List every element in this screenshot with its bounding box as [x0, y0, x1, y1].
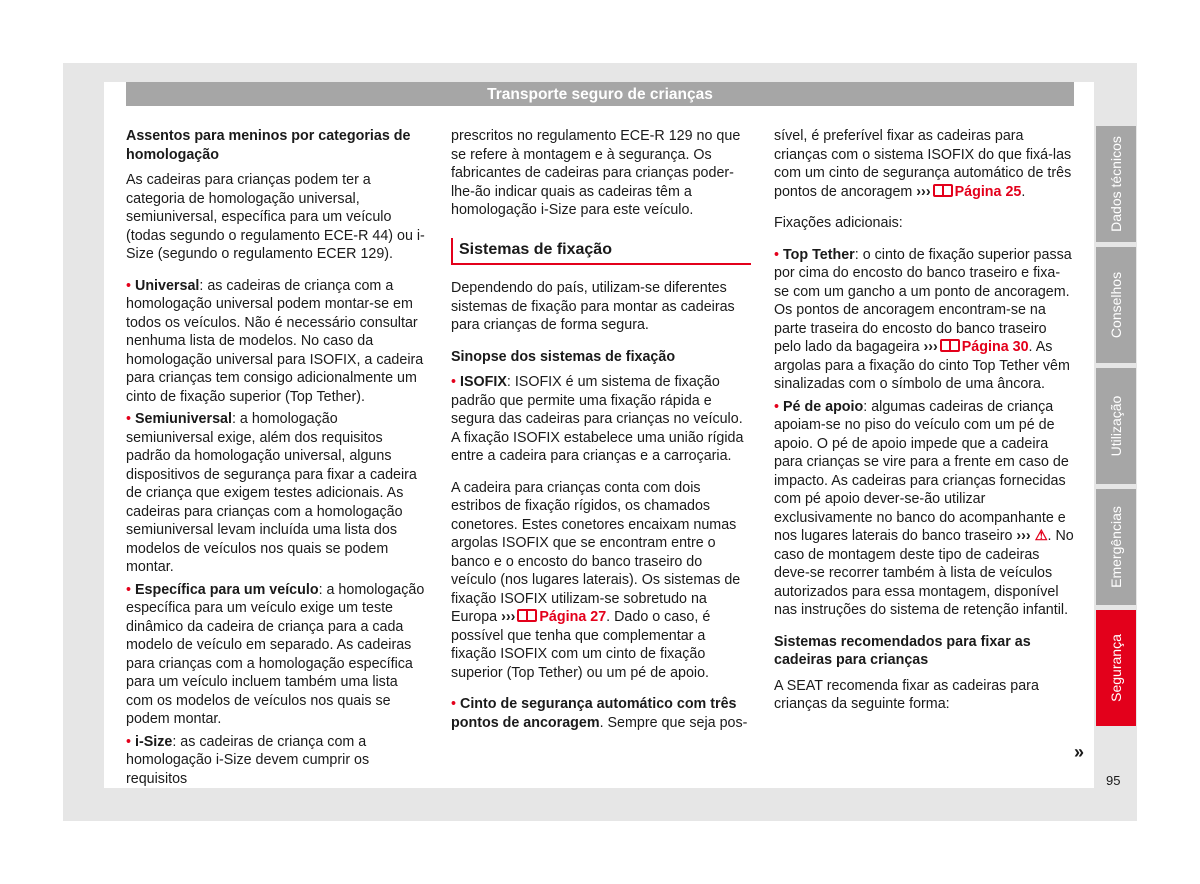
tab-label: Dados técnicos	[1108, 136, 1124, 232]
paragraph: sível, é preferível fixar as cadeiras para crianças com o sistema ISOFIX do que fixá-las com um cinto de segurança automático de três pontos de ancoragem ››› Página 25.	[774, 128, 1072, 200]
section-subheading: Sinopse dos sistemas de fixação	[451, 348, 676, 365]
item-text: : algumas cadeiras de criança apoiam-se no piso do veículo com um pé de apoio. O pé de apoio impede que a cadeira para crianças se vire para a frente em caso de impacto. As cadeiras para crianças fornecidas com pé apoio dever-se-ão utilizar exclusivamente no banco do acompanhante e nos lugares laterais do banco traseiro	[774, 398, 1069, 544]
paragraph	[451, 479, 751, 683]
warning-icon: ⚠	[1034, 528, 1048, 544]
bullet-icon: •	[126, 581, 132, 598]
paragraph-text: A cadeira para crianças conta com dois estribos de fixação rígidos, os chamados conetores. Estes conetores encaixam numas argolas ISOFIX que se encontram entre o banco e o encosto do banco traseiro do veículo (nos lugares laterais). Os sistemas de fixação ISOFIX utilizam-se sobretudo na Europa	[451, 479, 741, 625]
chapter-header: Transporte seguro de crianças	[126, 82, 1074, 106]
page-number: 95	[1106, 773, 1121, 788]
item-text: : a homologação específica para um veículo exige um teste dinâmico da cadeira de criança para a cada modelo de veículo em separado. As cadeiras para crianças com a homologação específica para um veículo incluem também uma lista com os modelos de veículos nos quais se podem montar.	[126, 581, 425, 727]
bullet-icon: •	[451, 374, 457, 390]
paragraph: Dependendo do país, utilizam-se diferentes sistemas de fixação para montar as cadeiras para crianças de forma segura.	[451, 280, 735, 333]
section-subheading: Assentos para meninos por categorias de homologação	[126, 128, 411, 163]
list-item	[126, 581, 426, 729]
column-2	[451, 127, 751, 732]
list-item	[126, 733, 426, 789]
tab-utilizacao[interactable]	[1096, 368, 1136, 484]
tab-label: Conselhos	[1108, 271, 1124, 339]
term: Cinto de segurança automático com três pontos de ancoragem	[451, 696, 737, 731]
section-heading: Sistemas de fixação	[451, 238, 751, 266]
bullet-icon: •	[774, 398, 780, 415]
bullet-icon: •	[126, 733, 132, 750]
list-item: • Pé de apoio: algumas cadeiras de criança apoiam-se no piso do veículo com um pé de apoio. O pé de apoio impede que a cadeira para crianças se vire para a frente em caso de impacto. As cadeiras para crianças fornecidas com pé apoio dever-se-ão utilizar exclusivamente no banco do acompanhante e nos lugares laterais do banco traseiro ››› ⚠. No caso de montagem deste tipo de cadeiras deve-se recorrer também à lista de veículos autorizados para essa montagem, disponível nas instruções do sistema de retenção infantil.	[774, 398, 1074, 618]
bullet-icon: •	[126, 411, 132, 427]
page-link[interactable]: Página 27	[539, 609, 607, 625]
paragraph: Fixações adicionais:	[774, 215, 903, 231]
continue-arrow-icon: »	[1074, 742, 1085, 762]
page-link[interactable]: Página 25	[954, 183, 1022, 200]
list-item	[451, 373, 751, 466]
paragraph-text: sível, é preferível fixar as cadeiras para crianças com o sistema ISOFIX do que fixá-las com um cinto de segurança automático de três pontos de ancoragem	[774, 128, 1072, 200]
term: ISOFIX	[460, 374, 507, 390]
item-text: As argolas para a fixação do cinto Top Tether vêm sinalizadas com o símbolo de uma âncora.	[774, 339, 1070, 392]
tab-emergencias[interactable]	[1096, 489, 1136, 605]
term: Específica para um veículo	[135, 581, 319, 598]
tab-conselhos[interactable]	[1096, 247, 1136, 363]
book-icon	[933, 184, 953, 197]
tab-dados-tecnicos[interactable]	[1096, 126, 1136, 242]
item-text: . Sempre que seja pos-	[599, 714, 748, 731]
book-icon	[517, 609, 537, 622]
tab-seguranca[interactable]	[1096, 610, 1136, 726]
column-3	[774, 127, 1074, 714]
item-text: : ISOFIX é um sistema de fixação padrão que permite uma fixação rápida e segura das cadeiras para crianças no veículo. A fixação ISOFIX estabelece uma união rígida entre a cadeira para crianças e a carroçaria.	[451, 374, 744, 464]
paragraph-text: . Dado o caso, é possível que tenha que complementar a fixação ISOFIX com um cinto de fixação superior (Top Tether) ou um pé de apoio.	[451, 609, 711, 681]
tab-label: Emergências	[1108, 506, 1124, 588]
term: Universal	[135, 277, 200, 294]
item-text: : a homologação semiuniversal exige, além dos requisitos padrão da homologação universal, alguns dispositivos de segurança para fixar a cadeira de criança que exigem testes adicionais. As cadeiras para crianças com a homologação semiuniversal levam incluída uma lista dos modelos de veículos nos quais se podem montar.	[126, 411, 417, 575]
bullet-icon: •	[451, 696, 457, 712]
reference-arrow-icon: ›››	[501, 609, 516, 625]
tab-label: Utilização	[1108, 395, 1124, 457]
bullet-icon: •	[126, 277, 132, 294]
item-text: No caso de montagem deste tipo de cadeiras deve-se recorrer também à lista de veículos autorizados para essa montagem, disponível nas instruções do sistema de retenção infantil.	[774, 528, 1074, 618]
column-1	[126, 127, 426, 788]
list-item: • Top Tether: o cinto de fixação superior passa por cima do encosto do banco traseiro e fixa-se com um gancho a um ponto de ancoragem. Os pontos de ancoragem encontram-se na parte traseira do encosto do banco traseiro pelo lado da bagageira ››› Página 30. As argolas para a fixação do cinto Top Tether vêm sinalizadas com o símbolo de uma âncora.	[774, 246, 1072, 392]
list-item	[451, 695, 751, 732]
item-text: : o cinto de fixação superior passa por cima do encosto do banco traseiro e fixa-se com um gancho a um ponto de ancoragem. Os pontos de ancoragem encontram-se na parte traseira do encosto do banco traseiro pelo lado da bagageira	[774, 246, 1072, 355]
paragraph: A SEAT recomenda fixar as cadeiras para crianças da seguinte forma:	[774, 677, 1039, 712]
term: i-Size	[135, 733, 173, 750]
book-icon	[940, 339, 960, 352]
reference-arrow-icon: ›››	[1016, 528, 1031, 544]
item-text: : as cadeiras de criança com a homologação i-Size devem cumprir os requisitos	[126, 733, 370, 787]
reference-arrow-icon: ›››	[916, 183, 931, 200]
term: Pé de apoio	[783, 398, 864, 415]
term: Semiuniversal	[135, 411, 232, 427]
bullet-icon: •	[774, 246, 780, 263]
list-item	[126, 277, 426, 407]
tab-label: Segurança	[1108, 634, 1124, 702]
paragraph: prescritos no regulamento ECE-R 129 no que se refere à montagem e à segurança. Os fabricantes de cadeiras para crianças poder-lhe-ão indicar quais as cadeiras têm a homologação i-Size para este veículo.	[451, 128, 741, 218]
section-subheading: Sistemas recomendados para fixar as cadeiras para crianças	[774, 633, 1031, 668]
list-item	[126, 410, 426, 577]
paragraph: As cadeiras para crianças podem ter a categoria de homologação universal, semiuniversal, específica para um veículo (todas segundo o regulamento ECE-R 44) ou i-Size (segundo o regulamento ECER 129).	[126, 172, 425, 262]
term: Top Tether	[783, 246, 855, 263]
page-link[interactable]: Página 30	[961, 339, 1029, 355]
reference-arrow-icon: ›››	[923, 339, 938, 355]
item-text: : as cadeiras de criança com a homologação universal podem montar-se em todos os veículos. Não é necessário consultar nenhuma lista de modelos. No caso da homologação universal para ISOFIX, a cadeira para crianças tem consigo adicionalmente um cinto de fixação superior (Top Tether).	[126, 277, 424, 405]
